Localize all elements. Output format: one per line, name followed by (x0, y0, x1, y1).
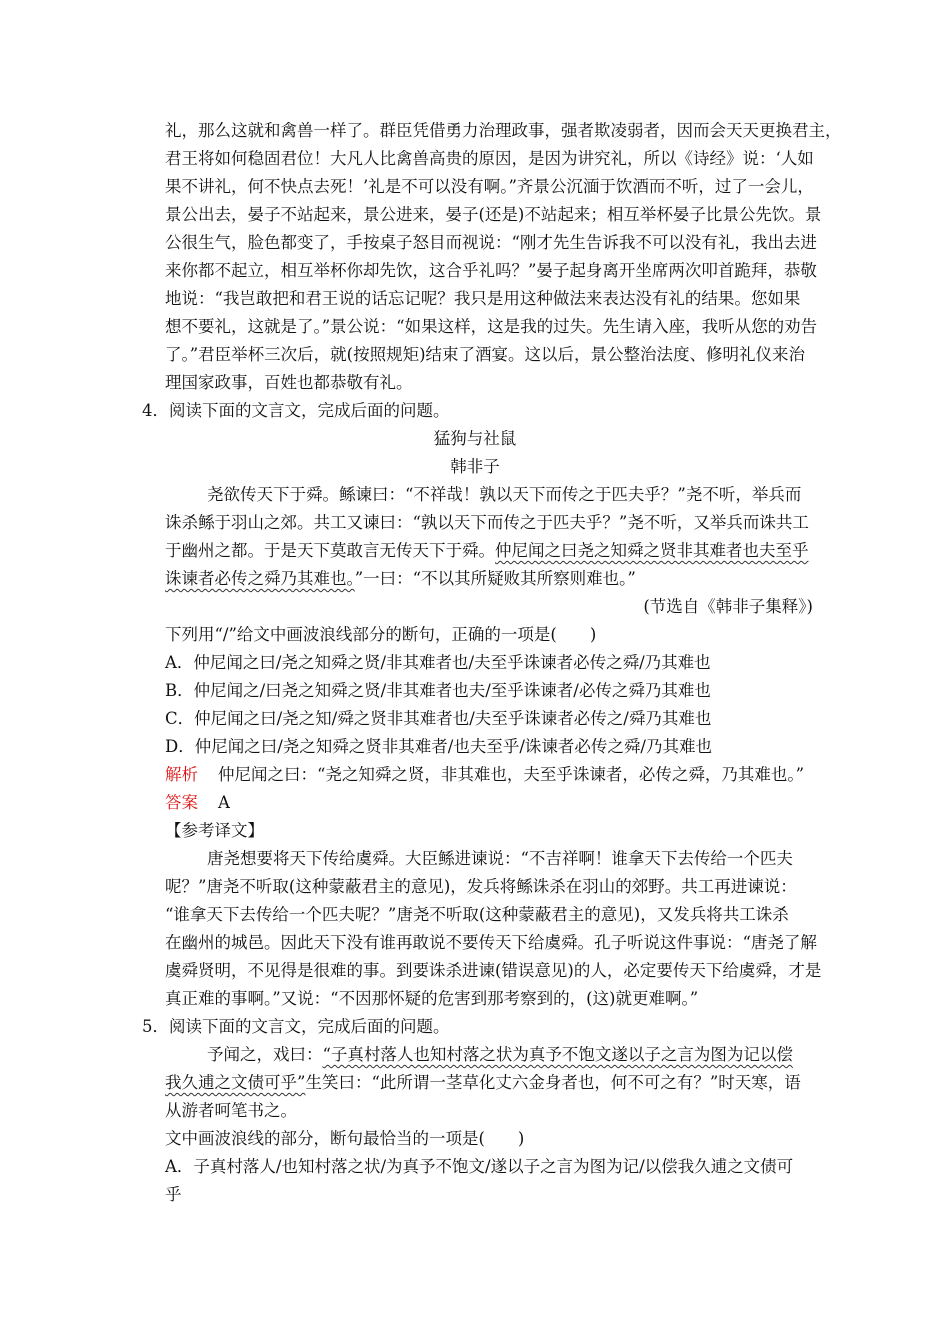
passage-author: 韩非子 (450, 457, 500, 476)
reference-translation-label: 【参考译文】 (165, 821, 264, 840)
option-a-continued: 乎 (165, 1185, 182, 1204)
passage-line (165, 1072, 801, 1094)
option-c: C．仲尼闻之曰/尧之知/舜之贤非其难者也/夫至乎诛谏者必传之/舜乃其难也 (165, 709, 712, 728)
passage-line: 诛杀鲧于羽山之郊。共工又谏曰：“孰以天下而传之于匹夫乎？”尧不听，又举兵而诛共工 (165, 513, 809, 532)
translation-line: 公很生气，脸色都变了，手按桌子怒目而视说：“刚才先生告诉我不可以没有礼，我出去进 (165, 233, 817, 252)
passage-line: 从游者呵笔书之。 (165, 1101, 297, 1120)
wavy-underlined-text: 诛谏者必传之舜乃其难也。 (165, 569, 355, 588)
translation-line: 唐尧想要将天下传给虞舜。大臣鲧进谏说：“不吉祥啊！谁拿天下去传给一个匹夫 (207, 849, 793, 868)
wavy-underlined-text: 我久逋之文债可乎” (165, 1073, 306, 1092)
passage-text: 予闻之，戏曰： (207, 1045, 323, 1064)
translation-line: 地说：“我岂敢把和君王说的话忘记呢？我只是用这种做法来表达没有礼的结果。您如果 (165, 289, 801, 308)
translation-line: 理国家政事，百姓也都恭敬有礼。 (165, 373, 413, 392)
passage-line (165, 568, 636, 590)
wavy-underlined-text: 仲尼闻之曰尧之知舜之贤非其难者也夫至乎 (495, 541, 809, 560)
translation-line: 想不要礼，这就是了。”景公说：“如果这样，这是我的过失。先生请入座，我听从您的劝告 (165, 317, 818, 336)
passage-title: 猛狗与社鼠 (433, 429, 517, 448)
question-5-prompt: 文中画波浪线的部分，断句最恰当的一项是( ) (165, 1129, 525, 1148)
passage-line (165, 540, 809, 562)
translation-line: 礼，那么这就和禽兽一样了。群臣凭借勇力治理政事，强者欺凌弱者，因而会天天更换君主， (165, 121, 842, 140)
option-a: A．子真村落人/也知村落之状/为真予不饱文/遂以子之言为图为记/以偿我久逋之文债可 (165, 1157, 794, 1176)
translation-line: 虞舜贤明，不见得是很难的事。到要诛杀进谏(错误意见)的人，必定要传天下给虞舜，才是 (165, 961, 822, 980)
option-a: A．仲尼闻之曰/尧之知舜之贤/非其难者也/夫至乎诛谏者必传之舜/乃其难也 (165, 653, 711, 672)
translation-line: 真正难的事啊。”又说：“不因那怀疑的危害到那考察到的，(这)就更难啊。” (165, 989, 699, 1008)
translation-line: “谁拿天下去传给一个匹夫呢？”唐尧不听取(这种蒙蔽君主的意见)，又发兵将共工诛杀 (165, 905, 789, 924)
question-4-prompt: 下列用“/”给文中画波浪线部分的断句，正确的一项是( ) (165, 625, 597, 644)
option-d: D．仲尼闻之曰/尧之知舜之贤非其难者/也夫至乎/诛谏者必传之舜/乃其难也 (165, 737, 712, 756)
answer-label: 答案 (165, 793, 198, 812)
translation-line: 果不讲礼，何不快点去死！’礼是不可以没有啊。”齐景公沉湎于饮酒而不听，过了一会儿， (165, 177, 814, 196)
wavy-underlined-text: “子真村落人也知村落之状为真予不饱文遂以子之言为图为记以偿 (322, 1045, 793, 1064)
option-b: B．仲尼闻之/曰尧之知舜之贤/非其难者也夫/至乎诛谏者/必传之舜乃其难也 (165, 681, 711, 700)
passage-line (207, 1044, 793, 1066)
passage-line: 尧欲传天下于舜。鲧谏曰：“不祥哉！孰以天下而传之于匹夫乎？”尧不听，举兵而 (207, 485, 802, 504)
analysis-line (165, 764, 804, 786)
answer-line (165, 792, 230, 814)
question-4-stem: 4．阅读下面的文言文，完成后面的问题。 (142, 401, 450, 420)
answer-text: A (218, 793, 230, 812)
translation-line: 君王将如何稳固君位！大凡人比禽兽高贵的原因，是因为讲究礼，所以《诗经》说：‘人如 (165, 149, 814, 168)
analysis-label: 解析 (165, 765, 198, 784)
translation-line: 来你都不起立，相互举杯你却先饮，这合乎礼吗？”晏子起身离开坐席两次叩首跪拜，恭敬 (165, 261, 817, 280)
translation-line: 了。”君臣举杯三次后，就(按照规矩)结束了酒宴。这以后，景公整治法度、修明礼仪来治 (165, 345, 806, 364)
passage-text: 于幽州之都。于是天下莫敢言无传天下于舜。 (165, 541, 495, 560)
passage-source: (节选自《韩非子集释》) (643, 597, 813, 616)
passage-text: ”一曰：“不以其所疑败其所察则难也。” (354, 569, 636, 588)
translation-line: 景公出去，晏子不站起来，景公进来，晏子(还是)不站起来；相互举杯晏子比景公先饮。景 (165, 205, 822, 224)
analysis-text: 仲尼闻之曰：“尧之知舜之贤，非其难也，夫至乎诛谏者，必传之舜，乃其难也。” (218, 765, 805, 784)
question-5-stem: 5．阅读下面的文言文，完成后面的问题。 (142, 1017, 450, 1036)
translation-line: 在幽州的城邑。因此天下没有谁再敢说不要传天下给虞舜。孔子听说这件事说：“唐尧了解 (165, 933, 817, 952)
translation-line: 呢？”唐尧不听取(这种蒙蔽君主的意见)，发兵将鲧诛杀在羽山的郊野。共工再进谏说： (165, 877, 797, 896)
passage-text: 生笑曰：“此所谓一茎草化丈六金身者也，何不可之有？”时天寒，语 (305, 1073, 801, 1092)
